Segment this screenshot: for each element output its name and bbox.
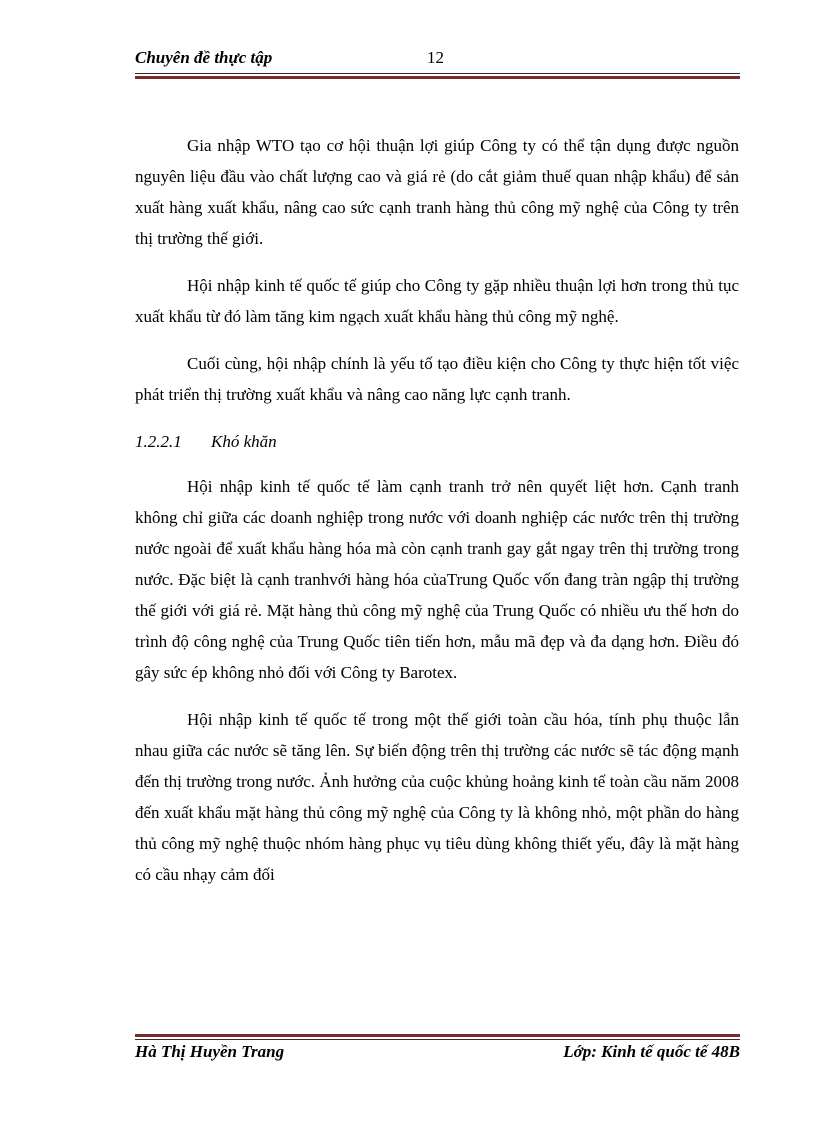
header-rule-thick [135,76,740,79]
section-title: Khó khăn [211,432,277,451]
section-heading [135,426,739,457]
paragraph: Cuối cùng, hội nhập chính là yếu tố tạo điều kiện cho Công ty thực hiện tốt việc phát triển thị trường xuất khẩu và nâng cao năng lực cạnh tranh. [135,354,739,404]
page-number: 12 [427,48,444,67]
document-body [135,130,739,906]
paragraph: Hội nhập kinh tế quốc tế giúp cho Công ty gặp nhiều thuận lợi hơn trong thủ tục xuất khẩu từ đó làm tăng kim ngạch xuất khẩu hàng thủ công mỹ nghệ. [135,276,739,326]
paragraph: Hội nhập kinh tế quốc tế làm cạnh tranh trở nên quyết liệt hơn. Cạnh tranh không chỉ giữa các doanh nghiệp trong nước với doanh nghiệp các nước trên thị trường nước ngoài để xuất khẩu hàng hóa mà còn cạnh tranh gay gắt ngay trên thị trường trong nước. Đặc biệt là cạnh tranhvới hàng hóa củaTrung Quốc vốn đang tràn ngập thị trường thế giới với giá rẻ. Mặt hàng thủ công mỹ nghệ của Trung Quốc có nhiều ưu thế hơn do trình độ công nghệ của Trung Quốc tiên tiến hơn, mẫu mã đẹp và đa dạng hơn. Điều đó gây sức ép không nhỏ đối với Công ty Barotex. [135,477,739,682]
header-title: Chuyên đề thực tập [135,48,273,67]
page-footer [135,1042,740,1066]
footer-rule-thin [135,1039,740,1040]
paragraph: Gia nhập WTO tạo cơ hội thuận lợi giúp Công ty có thể tận dụng được nguồn nguyên liệu đầu vào chất lượng cao và giá rẻ (do cắt giảm thuế quan nhập khẩu) để sản xuất hàng xuất khẩu, nâng cao sức cạnh tranh hàng thủ công mỹ nghệ của Công ty trên thị trường thế giới. [135,136,739,248]
footer-class: Lớp: Kinh tế quốc tế 48B [563,1042,740,1061]
footer-author: Hà Thị Huyền Trang [135,1042,285,1061]
footer-rule-thick [135,1034,740,1037]
paragraph: Hội nhập kinh tế quốc tế trong một thế giới toàn cầu hóa, tính phụ thuộc lẫn nhau giữa các nước sẽ tăng lên. Sự biến động trên thị trường các nước sẽ tác động mạnh đến thị trường trong nước. Ảnh hưởng của cuộc khủng hoảng kinh tế toàn cầu năm 2008 đến xuất khẩu mặt hàng thủ công mỹ nghệ của Công ty là không nhỏ, một phần do hàng thủ công mỹ nghệ thuộc nhóm hàng phục vụ tiêu dùng không thiết yếu, đây là mặt hàng có cầu nhạy cảm đối [135,710,739,884]
header-rule-thin [135,73,740,74]
section-number: 1.2.2.1 [135,432,182,451]
page-header [135,48,740,72]
